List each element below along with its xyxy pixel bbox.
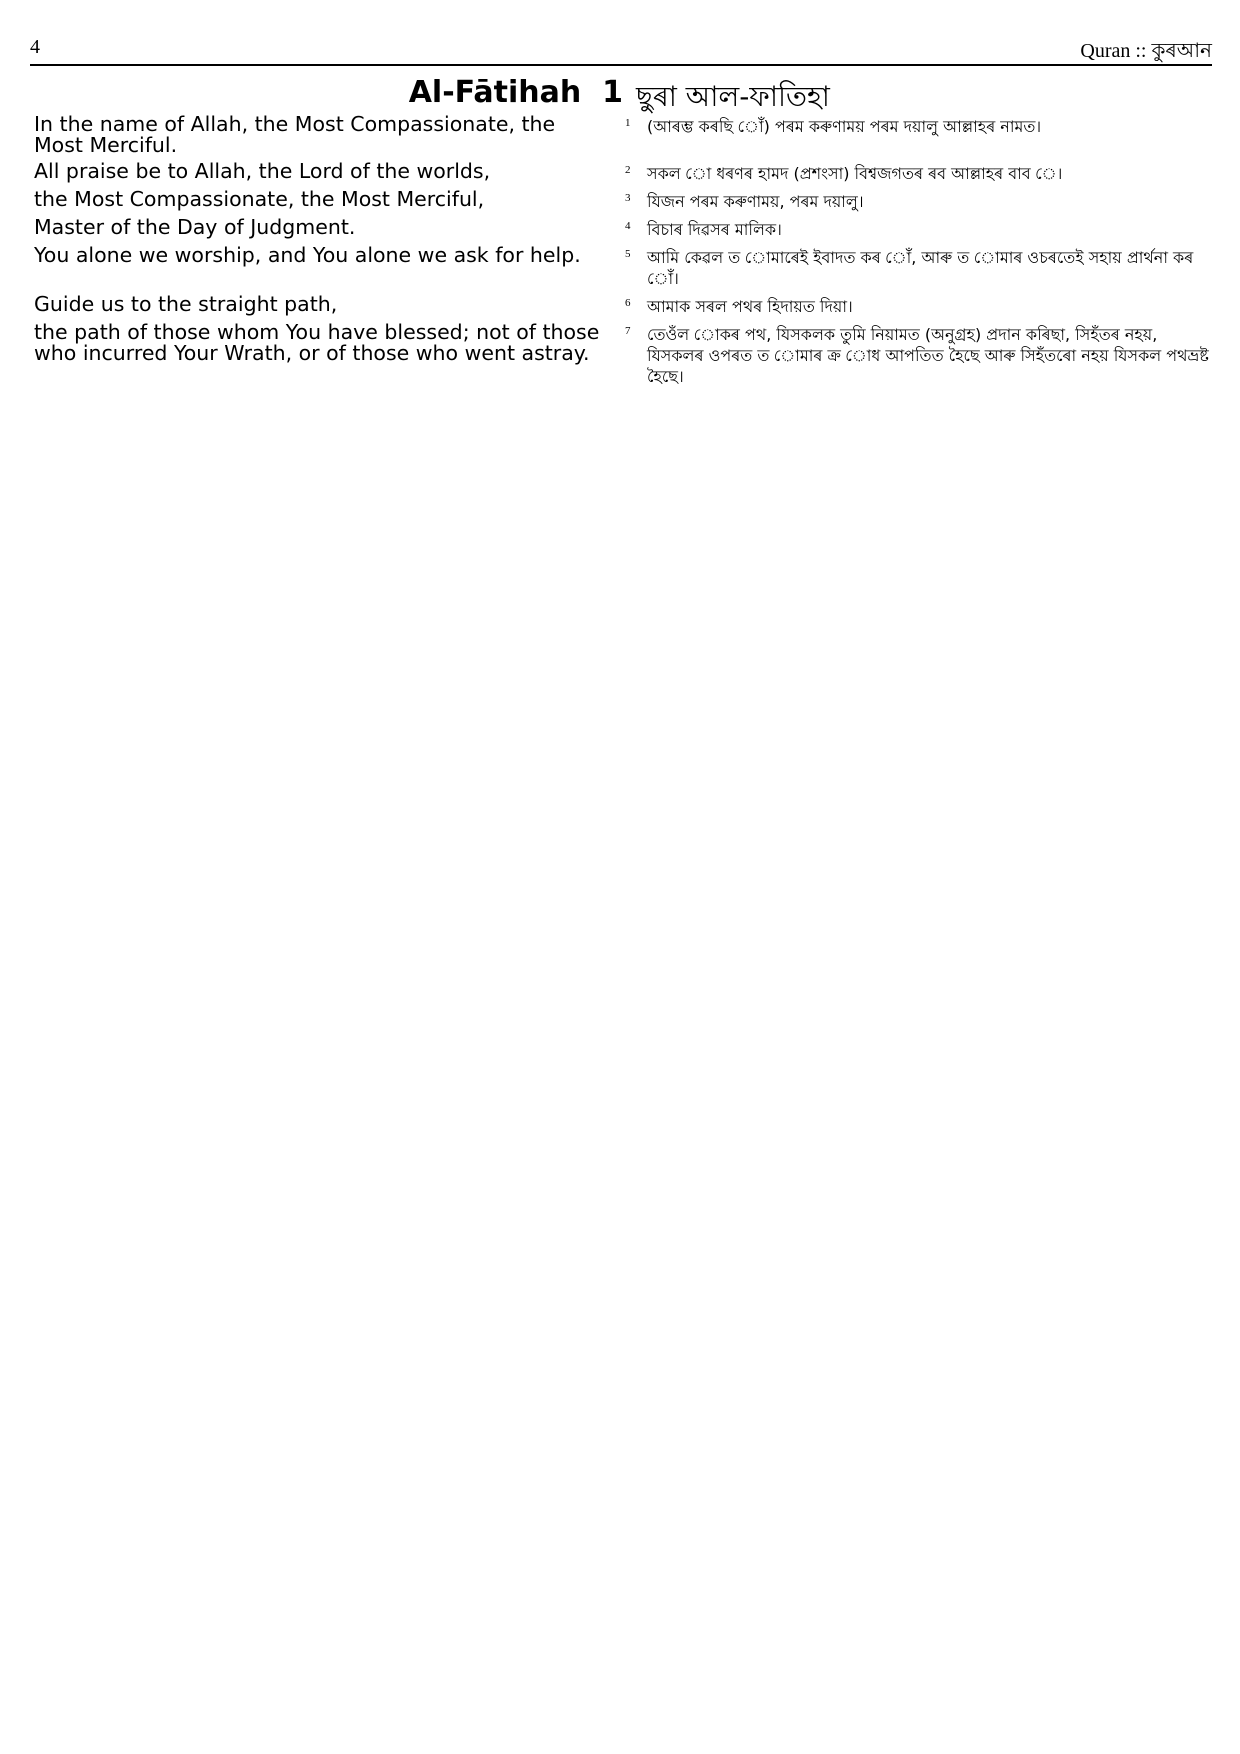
verse-english: All praise be to Allah, the Lord of the worlds, — [34, 159, 491, 183]
verse-english: Guide us to the straight path, — [34, 292, 338, 316]
chapter-name-english: Al-Fātihah — [408, 75, 582, 110]
verse-row — [34, 322, 1214, 392]
verse-bengali: তেওঁল োকৰ পথ, যিসকলক তুমি নিয়ামত (অনুগ্ৰহ) প্ৰদান কৰিছা, সিহঁতৰ নহয়, যিসকলৰ ওপৰত ত োমাৰ ক্ৰ োধ আপতিত হৈছে আৰু সিহঁতৰো নহয় যিসকল পথভ্ৰষ্ট হৈছে। — [647, 325, 1209, 386]
verse-number: 6 — [625, 297, 631, 309]
verse-bengali: যিজন পৰম কৰুণাময়, পৰম দয়ালু। — [647, 192, 864, 211]
verse-english: In the name of Allah, the Most Compassionate, the Most Merciful. — [34, 112, 556, 157]
verse-row — [34, 161, 1214, 189]
chapter-heading — [0, 73, 1240, 117]
verse-english: Master of the Day of Judgment. — [34, 215, 356, 239]
verse-bengali: বিচাৰ দিৱসৰ মালিক। — [647, 220, 782, 239]
chapter-number: 1 — [602, 75, 623, 110]
verse-number: 5 — [625, 248, 631, 260]
running-title: Quran :: কুৰআন — [1080, 40, 1212, 62]
verse-number: 2 — [625, 164, 631, 176]
verse-table — [34, 114, 1214, 392]
page-header — [30, 34, 1212, 66]
verse-row — [34, 114, 1214, 161]
verse-english: the path of those whom You have blessed; not of those who incurred Your Wrath, or of those who went astray. — [34, 320, 600, 365]
verse-number: 3 — [625, 192, 631, 204]
verse-number: 7 — [625, 325, 631, 337]
verse-row — [34, 217, 1214, 245]
verse-number: 4 — [625, 220, 631, 232]
verse-row — [34, 245, 1214, 294]
verse-bengali: আমাক সৰল পথৰ হিদায়ত দিয়া। — [647, 297, 853, 316]
verse-bengali: সকল ো ধৰণৰ হামদ (প্ৰশংসা) বিশ্বজগতৰ ৰব আল্লাহৰ বাব ে। — [647, 164, 1063, 183]
verse-english: the Most Compassionate, the Most Merciful, — [34, 187, 485, 211]
verse-bengali: (আৰম্ভ কৰছি োঁ) পৰম কৰুণাময় পৰম দয়ালু আল্লাহৰ নামত। — [647, 117, 1042, 136]
chapter-title-bengali: ছুৰা আল-ফাতিহা — [636, 80, 830, 113]
verse-english: You alone we worship, and You alone we ask for help. — [34, 243, 581, 267]
verse-number: 1 — [625, 117, 631, 129]
chapter-title-english — [409, 75, 623, 110]
verse-row — [34, 294, 1214, 322]
verse-row — [34, 189, 1214, 217]
verse-bengali: আমি কেৱল ত োমাৰেই ইবাদত কৰ োঁ, আৰু ত োমাৰ ওচৰতেই সহায় প্ৰাৰ্থনা কৰ োঁ। — [647, 248, 1194, 288]
page-number: 4 — [30, 36, 40, 58]
